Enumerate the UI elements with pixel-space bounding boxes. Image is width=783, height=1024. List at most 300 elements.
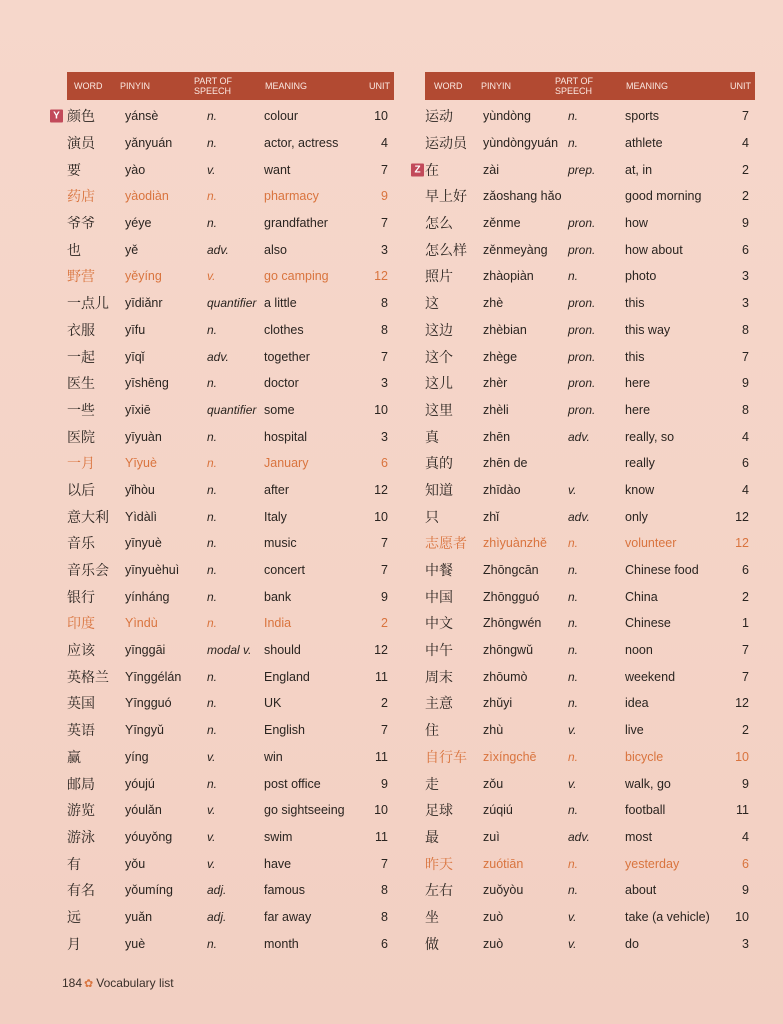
pinyin-cell: yě xyxy=(125,242,139,257)
table-row xyxy=(425,930,755,957)
meaning-cell: good morning xyxy=(625,189,702,204)
meaning-cell: post office xyxy=(264,776,321,791)
pinyin-cell: zuò xyxy=(483,936,504,951)
table-row xyxy=(67,717,394,744)
table-row xyxy=(67,370,394,397)
table-row xyxy=(67,797,394,824)
pinyin-cell: Yīyuè xyxy=(125,456,157,471)
word-cell: 一些 xyxy=(67,402,95,419)
unit-cell: 3 xyxy=(381,376,388,391)
table-row xyxy=(67,770,394,797)
unit-cell: 10 xyxy=(374,109,388,124)
word-cell: 知道 xyxy=(425,482,453,499)
table-row xyxy=(67,557,394,584)
vocabulary-rows xyxy=(53,103,394,957)
unit-cell: 8 xyxy=(381,296,388,311)
pinyin-cell: zǎoshang hǎo xyxy=(483,189,562,204)
part-of-speech-cell: n. xyxy=(207,776,218,791)
part-of-speech-cell: v. xyxy=(207,829,216,844)
pinyin-cell: yīnyuèhuì xyxy=(125,563,180,578)
meaning-cell: some xyxy=(264,402,295,417)
table-row xyxy=(67,610,394,637)
unit-cell: 7 xyxy=(381,723,388,738)
word-cell: 只 xyxy=(425,509,439,526)
word-cell: 中午 xyxy=(425,643,453,660)
header-pinyin: PINYIN xyxy=(481,81,512,91)
unit-cell: 12 xyxy=(374,643,388,658)
part-of-speech-cell: adv. xyxy=(568,509,590,524)
word-cell: 足球 xyxy=(425,803,453,820)
unit-cell: 6 xyxy=(742,242,749,257)
pinyin-cell: yīyuàn xyxy=(125,429,162,444)
word-cell: 赢 xyxy=(67,749,81,766)
table-row xyxy=(67,583,394,610)
word-cell: 药店 xyxy=(67,189,95,206)
table-row xyxy=(67,183,394,210)
pinyin-cell: yǒumíng xyxy=(125,883,173,898)
unit-cell: 9 xyxy=(381,589,388,604)
word-cell: 做 xyxy=(425,936,439,953)
word-cell: 英语 xyxy=(67,723,95,740)
word-cell: 野营 xyxy=(67,269,95,286)
word-cell: 自行车 xyxy=(425,749,467,766)
word-cell: 怎么 xyxy=(425,216,453,233)
pinyin-cell: zhǔyi xyxy=(483,696,513,711)
unit-cell: 11 xyxy=(375,669,388,684)
pinyin-cell: yīnyuè xyxy=(125,536,162,551)
part-of-speech-cell: pron. xyxy=(568,349,596,364)
unit-cell: 12 xyxy=(374,269,388,284)
word-cell: 中文 xyxy=(425,616,453,633)
table-header xyxy=(425,72,755,100)
word-cell: 左右 xyxy=(425,883,453,900)
meaning-cell: football xyxy=(625,803,666,818)
header-part-of-speech: PART OF SPEECH xyxy=(194,76,233,96)
section-letter-badge: Y xyxy=(50,110,63,123)
table-row xyxy=(67,423,394,450)
table-row xyxy=(67,663,394,690)
table-row xyxy=(67,130,394,157)
word-cell: 真的 xyxy=(425,456,453,473)
word-cell: 最 xyxy=(425,829,439,846)
pinyin-cell: yéye xyxy=(125,216,152,231)
unit-cell: 12 xyxy=(735,509,749,524)
word-cell: 英格兰 xyxy=(67,669,109,686)
table-row xyxy=(425,770,755,797)
word-cell: 邮局 xyxy=(67,776,95,793)
pinyin-cell: yǐhòu xyxy=(125,482,155,497)
pinyin-cell: yīxiē xyxy=(125,402,151,417)
word-cell: 住 xyxy=(425,723,439,740)
table-row xyxy=(67,850,394,877)
unit-cell: 8 xyxy=(381,909,388,924)
word-cell: 要 xyxy=(67,162,81,179)
pinyin-cell: yíng xyxy=(125,749,149,764)
pinyin-cell: Zhōngcān xyxy=(483,563,539,578)
part-of-speech-cell: v. xyxy=(568,909,577,924)
table-row xyxy=(67,236,394,263)
unit-cell: 9 xyxy=(742,216,749,231)
table-row xyxy=(53,103,394,130)
meaning-cell: Chinese xyxy=(625,616,671,631)
part-of-speech-cell: n. xyxy=(568,536,579,551)
table-row xyxy=(67,530,394,557)
word-cell: 这里 xyxy=(425,402,453,419)
table-row xyxy=(425,343,755,370)
header-part-of-speech: PART OF SPEECH xyxy=(555,76,594,96)
table-row xyxy=(67,343,394,370)
word-cell: 印度 xyxy=(67,616,95,633)
unit-cell: 2 xyxy=(742,589,749,604)
unit-cell: 10 xyxy=(735,749,749,764)
pinyin-cell: yīqǐ xyxy=(125,349,145,364)
meaning-cell: this way xyxy=(625,322,671,337)
meaning-cell: most xyxy=(625,829,653,844)
word-cell: 一点儿 xyxy=(67,296,109,313)
unit-cell: 8 xyxy=(742,322,749,337)
meaning-cell: volunteer xyxy=(625,536,677,551)
word-cell: 月 xyxy=(67,936,81,953)
meaning-cell: only xyxy=(625,509,648,524)
pinyin-cell: Yīngguó xyxy=(125,696,172,711)
table-row xyxy=(67,450,394,477)
unit-cell: 7 xyxy=(381,162,388,177)
pinyin-cell: zhōngwǔ xyxy=(483,643,534,658)
table-row xyxy=(425,450,755,477)
word-cell: 游览 xyxy=(67,803,95,820)
unit-cell: 9 xyxy=(742,883,749,898)
meaning-cell: far away xyxy=(264,909,312,924)
unit-cell: 12 xyxy=(374,482,388,497)
unit-cell: 1 xyxy=(742,616,749,631)
meaning-cell: noon xyxy=(625,643,653,658)
pinyin-cell: zhèr xyxy=(483,376,508,391)
part-of-speech-cell: pron. xyxy=(568,296,596,311)
word-cell: 一月 xyxy=(67,456,95,473)
unit-cell: 11 xyxy=(736,803,749,818)
word-cell: 昨天 xyxy=(425,856,453,873)
part-of-speech-cell: adv. xyxy=(568,829,590,844)
unit-cell: 11 xyxy=(375,829,388,844)
meaning-cell: famous xyxy=(264,883,305,898)
part-of-speech-cell: n. xyxy=(568,669,579,684)
unit-cell: 11 xyxy=(375,749,388,764)
meaning-cell: want xyxy=(264,162,291,177)
word-cell: 衣服 xyxy=(67,322,95,339)
meaning-cell: here xyxy=(625,376,651,391)
pinyin-cell: zhǐ xyxy=(483,509,499,524)
word-cell: 中国 xyxy=(425,589,453,606)
meaning-cell: after xyxy=(264,482,290,497)
meaning-cell: should xyxy=(264,643,301,658)
table-row xyxy=(425,236,755,263)
word-cell: 怎么样 xyxy=(425,242,467,259)
part-of-speech-cell: n. xyxy=(207,429,218,444)
word-cell: 医院 xyxy=(67,429,95,446)
header-unit: UNIT xyxy=(369,81,390,91)
unit-cell: 8 xyxy=(381,322,388,337)
unit-cell: 2 xyxy=(381,696,388,711)
table-row xyxy=(67,210,394,237)
part-of-speech-cell: pron. xyxy=(568,242,596,257)
word-cell: 这边 xyxy=(425,322,453,339)
part-of-speech-cell: n. xyxy=(207,322,218,337)
part-of-speech-cell: v. xyxy=(207,269,216,284)
unit-cell: 7 xyxy=(742,669,749,684)
table-row xyxy=(414,156,755,183)
unit-cell: 9 xyxy=(381,189,388,204)
meaning-cell: how xyxy=(625,216,648,231)
part-of-speech-cell: n. xyxy=(568,749,579,764)
table-row xyxy=(425,744,755,771)
table-row xyxy=(67,156,394,183)
part-of-speech-cell: v. xyxy=(568,936,577,951)
meaning-cell: pharmacy xyxy=(264,189,319,204)
unit-cell: 7 xyxy=(742,643,749,658)
part-of-speech-cell: pron. xyxy=(568,216,596,231)
pinyin-cell: yóulǎn xyxy=(125,803,162,818)
unit-cell: 10 xyxy=(735,909,749,924)
word-cell: 音乐会 xyxy=(67,563,109,580)
unit-cell: 10 xyxy=(374,509,388,524)
table-row xyxy=(425,263,755,290)
word-cell: 中餐 xyxy=(425,563,453,580)
table-row xyxy=(67,904,394,931)
meaning-cell: know xyxy=(625,482,655,497)
part-of-speech-cell: n. xyxy=(207,376,218,391)
table-row xyxy=(425,103,755,130)
pinyin-cell: Zhōngguó xyxy=(483,589,540,604)
pinyin-cell: Zhōngwén xyxy=(483,616,542,631)
meaning-cell: bicycle xyxy=(625,749,664,764)
meaning-cell: have xyxy=(264,856,292,871)
page-number: 184 xyxy=(62,976,83,990)
unit-cell: 3 xyxy=(742,269,749,284)
pinyin-cell: Yīnggélán xyxy=(125,669,182,684)
part-of-speech-cell: adv. xyxy=(207,349,229,364)
header-pinyin: PINYIN xyxy=(120,81,151,91)
meaning-cell: really xyxy=(625,456,655,471)
part-of-speech-cell: adj. xyxy=(207,883,227,898)
part-of-speech-cell: prep. xyxy=(568,162,596,177)
unit-cell: 7 xyxy=(381,856,388,871)
pinyin-cell: yǒu xyxy=(125,856,146,871)
table-row xyxy=(425,183,755,210)
word-cell: 志愿者 xyxy=(425,536,467,553)
pinyin-cell: zhèbian xyxy=(483,322,527,337)
word-cell: 意大利 xyxy=(67,509,109,526)
part-of-speech-cell: n. xyxy=(207,696,218,711)
table-row xyxy=(67,690,394,717)
unit-cell: 4 xyxy=(742,482,749,497)
word-cell: 也 xyxy=(67,242,81,259)
unit-cell: 10 xyxy=(374,803,388,818)
meaning-cell: colour xyxy=(264,109,299,124)
header-meaning: MEANING xyxy=(626,81,669,91)
pinyin-cell: yùndòngyuán xyxy=(483,136,559,151)
word-cell: 颜色 xyxy=(67,109,95,126)
part-of-speech-cell: v. xyxy=(207,162,216,177)
word-cell: 音乐 xyxy=(67,536,95,553)
meaning-cell: here xyxy=(625,402,651,417)
word-cell: 照片 xyxy=(425,269,453,286)
pinyin-cell: yuǎn xyxy=(125,909,153,924)
word-cell: 周末 xyxy=(425,669,453,686)
meaning-cell: athlete xyxy=(625,136,663,151)
vocabulary-rows xyxy=(414,103,755,957)
meaning-cell: go sightseeing xyxy=(264,803,345,818)
pinyin-cell: zài xyxy=(483,162,499,177)
table-row xyxy=(425,610,755,637)
part-of-speech-cell: adv. xyxy=(207,242,229,257)
table-row xyxy=(425,503,755,530)
part-of-speech-cell: quantifier xyxy=(207,402,257,417)
header-unit: UNIT xyxy=(730,81,751,91)
part-of-speech-cell: modal v. xyxy=(207,643,252,658)
meaning-cell: take (a vehicle) xyxy=(625,909,710,924)
header-word: WORD xyxy=(74,81,103,91)
meaning-cell: go camping xyxy=(264,269,329,284)
table-row xyxy=(67,397,394,424)
pinyin-cell: yuè xyxy=(125,936,146,951)
table-row xyxy=(67,824,394,851)
table-row xyxy=(425,850,755,877)
meaning-cell: clothes xyxy=(264,322,304,337)
pinyin-cell: Yìdàlì xyxy=(125,509,157,524)
word-cell: 在 xyxy=(425,162,439,179)
pinyin-cell: zìxíngchē xyxy=(483,749,537,764)
pinyin-cell: zhīdào xyxy=(483,482,521,497)
unit-cell: 7 xyxy=(381,536,388,551)
vocabulary-column-left xyxy=(53,72,394,957)
pinyin-cell: yínháng xyxy=(125,589,170,604)
pinyin-cell: yīdiǎnr xyxy=(125,296,163,311)
part-of-speech-cell: n. xyxy=(568,589,579,604)
unit-cell: 4 xyxy=(742,429,749,444)
meaning-cell: also xyxy=(264,242,287,257)
part-of-speech-cell: n. xyxy=(568,269,579,284)
pinyin-cell: zuò xyxy=(483,909,504,924)
meaning-cell: about xyxy=(625,883,657,898)
word-cell: 有名 xyxy=(67,883,95,900)
unit-cell: 4 xyxy=(381,136,388,151)
part-of-speech-cell: n. xyxy=(207,136,218,151)
table-row xyxy=(425,317,755,344)
word-cell: 这个 xyxy=(425,349,453,366)
part-of-speech-cell: n. xyxy=(207,456,218,471)
table-row xyxy=(425,877,755,904)
meaning-cell: month xyxy=(264,936,299,951)
pinyin-cell: zǒu xyxy=(483,776,504,791)
part-of-speech-cell: n. xyxy=(568,563,579,578)
vocabulary-column-right xyxy=(414,72,755,957)
word-cell: 游泳 xyxy=(67,829,95,846)
part-of-speech-cell: n. xyxy=(207,589,218,604)
table-row xyxy=(67,503,394,530)
meaning-cell: January xyxy=(264,456,309,471)
word-cell: 应该 xyxy=(67,643,95,660)
pinyin-cell: zěnme xyxy=(483,216,521,231)
pinyin-cell: yǎnyuán xyxy=(125,136,173,151)
unit-cell: 8 xyxy=(381,883,388,898)
meaning-cell: India xyxy=(264,616,292,631)
word-cell: 这儿 xyxy=(425,376,453,393)
unit-cell: 9 xyxy=(742,376,749,391)
unit-cell: 3 xyxy=(381,429,388,444)
pinyin-cell: zhù xyxy=(483,723,504,738)
part-of-speech-cell: quantifier xyxy=(207,296,257,311)
pinyin-cell: zhēn de xyxy=(483,456,528,471)
part-of-speech-cell: n. xyxy=(207,189,218,204)
meaning-cell: how about xyxy=(625,242,683,257)
pinyin-cell: yào xyxy=(125,162,146,177)
table-row xyxy=(425,370,755,397)
section-letter-badge: Z xyxy=(411,163,424,176)
part-of-speech-cell: n. xyxy=(207,216,218,231)
unit-cell: 2 xyxy=(742,723,749,738)
unit-cell: 2 xyxy=(381,616,388,631)
pinyin-cell: Yìndù xyxy=(125,616,158,631)
meaning-cell: actor, actress xyxy=(264,136,339,151)
part-of-speech-cell: n. xyxy=(207,509,218,524)
table-row xyxy=(425,290,755,317)
part-of-speech-cell: n. xyxy=(207,536,218,551)
unit-cell: 6 xyxy=(742,563,749,578)
pinyin-cell: zhàopiàn xyxy=(483,269,534,284)
unit-cell: 12 xyxy=(735,536,749,551)
table-row xyxy=(67,930,394,957)
part-of-speech-cell: n. xyxy=(568,616,579,631)
meaning-cell: swim xyxy=(264,829,293,844)
word-cell: 银行 xyxy=(67,589,95,606)
meaning-cell: grandfather xyxy=(264,216,328,231)
footer-section-title: Vocabulary list xyxy=(96,976,174,990)
part-of-speech-cell: n. xyxy=(568,136,579,151)
part-of-speech-cell: n. xyxy=(207,482,218,497)
table-row xyxy=(67,637,394,664)
pinyin-cell: zhège xyxy=(483,349,518,364)
table-row xyxy=(425,690,755,717)
word-cell: 演员 xyxy=(67,136,95,153)
pinyin-cell: yàodiàn xyxy=(125,189,169,204)
word-cell: 远 xyxy=(67,909,81,926)
pinyin-cell: yóujú xyxy=(125,776,155,791)
part-of-speech-cell: pron. xyxy=(568,402,596,417)
part-of-speech-cell: pron. xyxy=(568,376,596,391)
part-of-speech-cell: v. xyxy=(207,803,216,818)
part-of-speech-cell: v. xyxy=(207,856,216,871)
unit-cell: 7 xyxy=(381,563,388,578)
part-of-speech-cell: v. xyxy=(568,482,577,497)
table-row xyxy=(67,317,394,344)
word-cell: 运动员 xyxy=(425,136,467,153)
word-cell: 运动 xyxy=(425,109,453,126)
meaning-cell: bank xyxy=(264,589,292,604)
word-cell: 真 xyxy=(425,429,439,446)
part-of-speech-cell: v. xyxy=(568,776,577,791)
part-of-speech-cell: n. xyxy=(207,723,218,738)
part-of-speech-cell: n. xyxy=(568,643,579,658)
word-cell: 英国 xyxy=(67,696,95,713)
unit-cell: 3 xyxy=(381,242,388,257)
meaning-cell: this xyxy=(625,349,645,364)
pinyin-cell: yùndòng xyxy=(483,109,531,124)
meaning-cell: really, so xyxy=(625,429,675,444)
word-cell: 主意 xyxy=(425,696,453,713)
word-cell: 这 xyxy=(425,296,439,313)
table-row xyxy=(67,290,394,317)
word-cell: 医生 xyxy=(67,376,95,393)
